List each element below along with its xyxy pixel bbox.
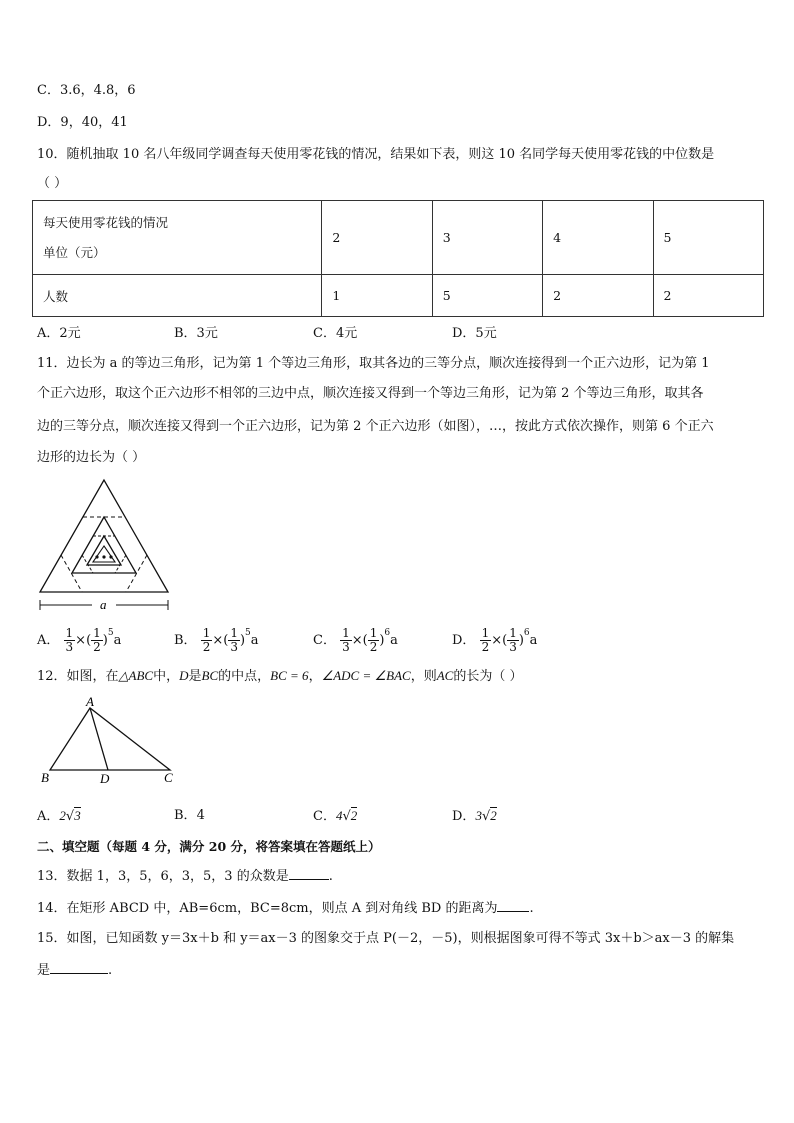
- vertex-label-b: B: [41, 770, 49, 785]
- q9-option-d: D．9，40，41: [37, 115, 128, 130]
- point-label-d: D: [100, 771, 110, 786]
- numerator: 1: [65, 626, 74, 640]
- table-cell: 2: [653, 275, 763, 317]
- table-cell: 2: [543, 275, 653, 317]
- coefficient: 3: [475, 808, 482, 823]
- math-equation: ∠ADC = ∠BAC: [321, 668, 411, 683]
- q15-stem-line2: [37, 960, 112, 980]
- variable: a: [113, 633, 122, 648]
- option-letter: B．: [174, 633, 197, 648]
- q12-option-b: [174, 807, 205, 825]
- close-paren: ): [379, 633, 385, 648]
- sqrt-sign: √: [342, 809, 351, 824]
- q12-option-a: [37, 807, 81, 826]
- vertex-label-c: C: [164, 770, 173, 785]
- q10-option-b: B．3元: [174, 326, 218, 341]
- fraction: [91, 627, 103, 654]
- fraction: [64, 627, 76, 654]
- table-cell: 3: [432, 201, 542, 275]
- close-paren: ): [102, 633, 108, 648]
- coefficient: 4: [335, 808, 343, 823]
- stem-end: .: [529, 901, 534, 916]
- option-letter: D．: [452, 633, 476, 648]
- q11-stem-line1: 11．边长为 a 的等边三角形，记为第 1 个等边三角形，取其各边的三等分点，顺次连接得到一个正六边形，记为第 1: [37, 356, 710, 371]
- q10-stem-line2: （ ）: [37, 176, 68, 191]
- header-label-line1: 每天使用零花钱的情况: [43, 214, 169, 230]
- vertex-label-a: A: [86, 694, 94, 709]
- stem-text: 的中点，: [218, 669, 271, 684]
- fraction: [340, 627, 352, 654]
- numerator: 1: [93, 626, 101, 640]
- header-label-line2: 单位（元）: [43, 244, 106, 260]
- denominator: 2: [369, 640, 378, 654]
- fraction: [201, 627, 213, 654]
- answer-blank[interactable]: [289, 866, 329, 880]
- sqrt-sign: √: [481, 809, 491, 824]
- q15-stem-line1: 15．如图，已知函数 y＝3x＋b 和 y＝ax－3 的图象交于点 P(－2，－5)，则根据图象可得不等式 3x＋b＞ax－3 的解集: [37, 931, 735, 946]
- answer-blank[interactable]: [497, 898, 529, 912]
- denominator: 3: [230, 640, 238, 654]
- q13-stem: [37, 866, 333, 886]
- math-segment: AC: [436, 668, 454, 683]
- table-cell: 5: [432, 275, 542, 317]
- q11-stem-line2: 个正六边形，取这个正六边形不相邻的三边中点，顺次连接又得到一个等边三角形，记为第 2 个等边三角形，取其各: [37, 386, 704, 401]
- times-sign: ×(: [212, 633, 229, 648]
- table-cell: 4: [543, 201, 653, 275]
- math-triangle: △ABC: [118, 668, 154, 683]
- exponent: 6: [384, 628, 391, 638]
- option-letter: C．: [313, 809, 336, 824]
- option-letter: A．: [37, 809, 60, 824]
- close-paren: ): [518, 633, 524, 648]
- q9-option-c: C．3.6，4.8，6: [37, 83, 136, 98]
- value: 4: [196, 808, 205, 823]
- table-row: [33, 275, 764, 317]
- coefficient: 2: [59, 808, 66, 823]
- numerator: 1: [202, 626, 211, 640]
- stem-text: 14．在矩形 ABCD 中，AB=6cm，BC=8cm，则点 A 到对角线 BD 的距离为: [37, 901, 498, 916]
- q10-option-d: D．5元: [452, 326, 497, 341]
- q10-option-c: C．4元: [313, 326, 358, 341]
- q11-option-a: [37, 624, 121, 654]
- variable: a: [390, 633, 398, 648]
- q11-stem-line4: 边形的边长为（ ）: [37, 450, 146, 465]
- q11-option-d: [452, 624, 537, 654]
- table-row: [33, 201, 764, 275]
- table-row-label: 人数: [33, 275, 322, 317]
- numerator: 1: [342, 626, 350, 640]
- q12-triangle-figure: [36, 694, 186, 786]
- stem-text: 13．数据 1，3，5，6，3，5，3 的众数是: [37, 869, 289, 884]
- stem-text: 12．如图，在: [37, 669, 119, 684]
- times-sign: ×(: [75, 633, 92, 648]
- stem-text: ，: [308, 669, 322, 684]
- fraction: [228, 627, 240, 654]
- table-header-label: [33, 201, 322, 275]
- times-sign: ×(: [351, 633, 368, 648]
- fraction: [507, 627, 519, 654]
- numerator: 1: [230, 626, 238, 640]
- exponent: 6: [523, 628, 530, 638]
- q12-option-d: [452, 807, 497, 826]
- stem-text: 的长为（ ）: [453, 669, 523, 684]
- numerator: 1: [509, 626, 517, 640]
- stem-text: ，则: [410, 669, 437, 684]
- math-segment: BC: [201, 668, 219, 683]
- option-letter: B．: [174, 808, 197, 823]
- q11-option-c: [313, 624, 398, 654]
- stem-text: 是: [37, 963, 51, 978]
- denominator: 3: [65, 640, 74, 654]
- numerator: 1: [481, 626, 490, 640]
- sqrt-sign: √: [65, 809, 75, 824]
- exponent: 5: [107, 628, 114, 638]
- math-equation: BC = 6: [270, 668, 309, 683]
- radicand: 2: [490, 808, 497, 823]
- close-paren: ): [239, 633, 246, 648]
- numerator: 1: [369, 626, 378, 640]
- variable: a: [529, 633, 538, 648]
- stem-text: 中，: [153, 669, 180, 684]
- variable: a: [250, 633, 259, 648]
- math-point: D: [179, 668, 189, 683]
- table-cell: 2: [322, 201, 432, 275]
- q14-stem: [37, 898, 534, 918]
- stem-end: .: [108, 963, 113, 978]
- q11-option-b: [174, 624, 259, 654]
- table-cell: 5: [653, 201, 763, 275]
- figure-label-a: a: [100, 597, 107, 612]
- radicand: 2: [350, 808, 358, 823]
- q12-option-c: [313, 807, 357, 826]
- option-letter: D．: [452, 809, 476, 824]
- denominator: 2: [202, 640, 211, 654]
- stem-end: .: [328, 869, 333, 884]
- fraction: [368, 627, 380, 654]
- table-cell: 1: [322, 275, 432, 317]
- option-letter: A．: [37, 633, 60, 648]
- stem-text: 是: [188, 669, 202, 684]
- denominator: 2: [481, 640, 490, 654]
- q11-nested-triangles-figure: [36, 476, 178, 614]
- q10-table: [32, 200, 764, 317]
- q12-stem: [37, 667, 523, 686]
- denominator: 3: [342, 640, 350, 654]
- times-sign: ×(: [491, 633, 508, 648]
- radicand: 3: [74, 808, 81, 823]
- fraction: [480, 627, 492, 654]
- denominator: 2: [93, 640, 101, 654]
- q10-stem-line1: 10．随机抽取 10 名八年级同学调查每天使用零花钱的情况，结果如下表，则这 10 名同学每天使用零花钱的中位数是: [37, 147, 715, 162]
- denominator: 3: [509, 640, 517, 654]
- section2-title: 二、填空题（每题 4 分，满分 20 分，将答案填在答题纸上）: [37, 839, 381, 854]
- option-letter: C．: [313, 633, 336, 648]
- q11-stem-line3: 边的三等分点，顺次连接又得到一个正六边形，记为第 2 个正六边形（如图），…，按此方式依次操作，则第 6 个正六: [37, 419, 714, 434]
- exponent: 5: [245, 628, 251, 638]
- q10-option-a: A．2元: [37, 326, 81, 341]
- answer-blank[interactable]: [50, 960, 108, 974]
